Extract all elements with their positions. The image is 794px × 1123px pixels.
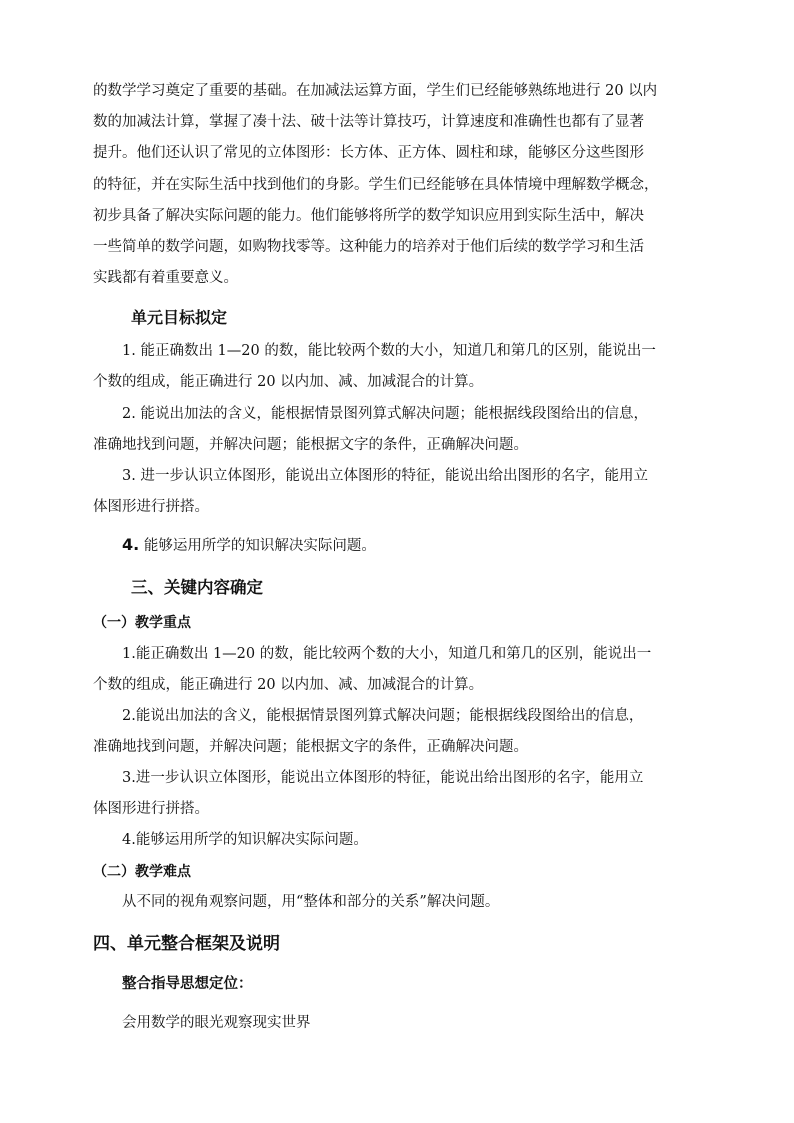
teaching-difficulty-heading: （二）教学难点 <box>93 864 191 880</box>
intro-line-2: 数的加减法计算，掌握了凑十法、破十法等计算技巧，计算速度和准确性也都有了显著 <box>93 114 644 130</box>
unit-goals-heading: 单元目标拟定 <box>131 308 228 327</box>
guide-text: 会用数学的眼光观察现实世界 <box>122 1015 311 1031</box>
focus-2-line-2: 准确地找到问题，并解决问题；能根据文字的条件，正确解决问题。 <box>93 739 528 755</box>
intro-line-1: 的数学学习奠定了重要的基础。在加减法运算方面，学生们已经能够熟练地进行 20 以内 <box>93 83 658 99</box>
intro-line-5: 初步具备了解决实际问题的能力。他们能够将所学的数学知识应用到实际生活中，解决 <box>93 208 644 224</box>
intro-line-7: 实践都有着重要意义。 <box>93 270 238 286</box>
goal-3-line-2: 体图形进行拼搭。 <box>93 499 209 515</box>
teaching-focus-heading: （一）教学重点 <box>93 615 191 631</box>
goal-2-line-1: 2. 能说出加法的含义，能根据情景图列算式解决问题；能根据线段图给出的信息， <box>122 406 648 422</box>
section-3-heading: 三、关键内容确定 <box>131 578 263 597</box>
focus-1-line-2: 个数的组成，能正确进行 20 以内加、减、加减混合的计算。 <box>93 677 484 693</box>
intro-line-6: 一些简单的数学问题，如购物找零等。这种能力的培养对于他们后续的数学学习和生活 <box>93 239 644 255</box>
focus-3-line-1: 3.进一步认识立体图形，能说出立体图形的特征，能说出给出图形的名字，能用立 <box>122 770 644 786</box>
goal-1-line-2: 个数的组成，能正确进行 20 以内加、减、加减混合的计算。 <box>93 374 484 390</box>
guide-heading: 整合指导思想定位： <box>122 976 253 992</box>
section-4-heading: 四、单元整合框架及说明 <box>93 934 280 954</box>
intro-line-3: 提升。他们还认识了常见的立体图形：长方体、正方体、圆柱和球，能够区分这些图形 <box>93 145 644 161</box>
focus-3-line-2: 体图形进行拼搭。 <box>93 801 209 817</box>
goal-2-line-2: 准确地找到问题，并解决问题；能根据文字的条件，正确解决问题。 <box>93 437 528 453</box>
goal-4 <box>122 535 376 556</box>
focus-2-line-1: 2.能说出加法的含义，能根据情景图列算式解决问题；能根据线段图给出的信息， <box>122 708 644 724</box>
goal-1-line-1: 1. 能正确数出 1—20 的数，能比较两个数的大小，知道几和第几的区别，能说出一 <box>122 343 656 359</box>
intro-line-4: 的特征，并在实际生活中找到他们的身影。学生们已经能够在具体情境中理解数学概念， <box>93 177 659 193</box>
goal-4-text: 能够运用所学的知识解决实际问题。 <box>139 538 376 554</box>
focus-1-line-1: 1.能正确数出 1—20 的数，能比较两个数的大小，知道几和第几的区别，能说出一 <box>122 646 652 662</box>
goal-3-line-1: 3. 进一步认识立体图形，能说出立体图形的特征，能说出给出图形的名字，能用立 <box>122 468 648 484</box>
goal-4-number: 4. <box>122 535 140 554</box>
focus-4: 4.能够运用所学的知识解决实际问题。 <box>122 832 368 848</box>
difficulty-text: 从不同的视角观察问题，用“整体和部分的关系”解决问题。 <box>122 894 500 910</box>
